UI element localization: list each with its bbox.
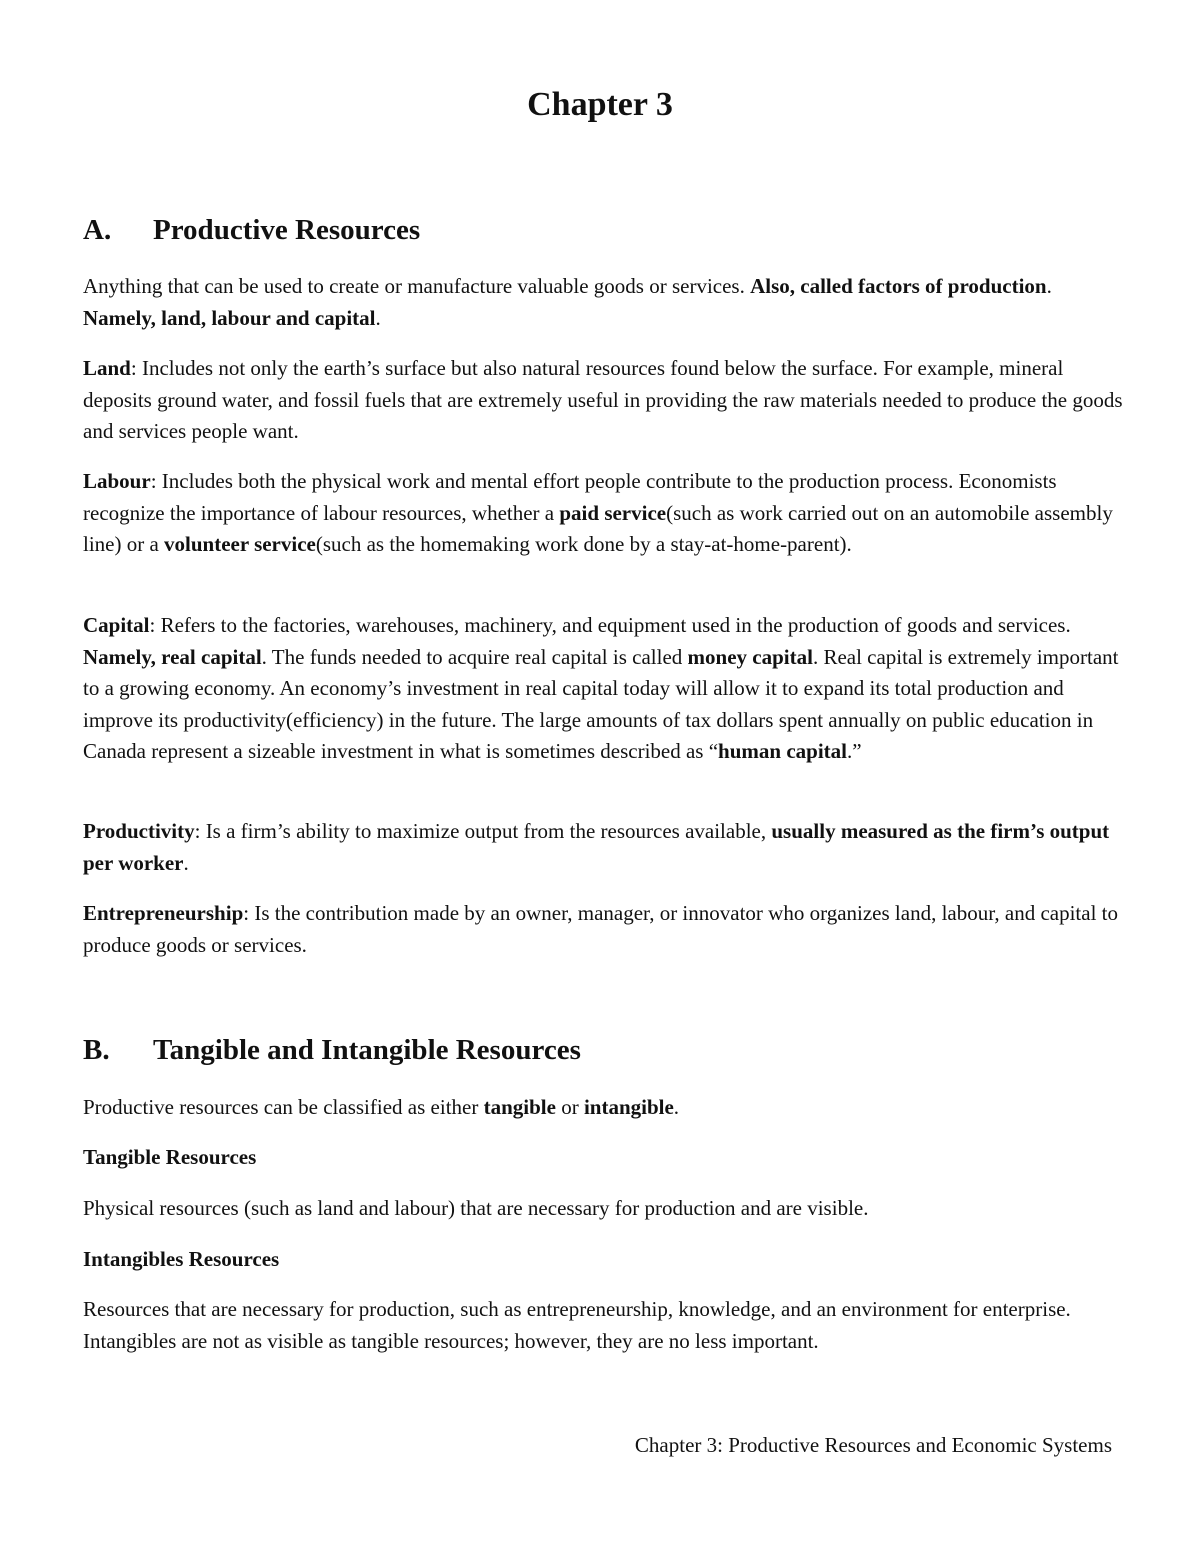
intro-text: .: [1046, 274, 1052, 298]
section-a-letter: A.: [83, 214, 112, 246]
labour-bold-volunteer: volunteer service: [164, 532, 316, 556]
chapter-title: Chapter 3: [527, 86, 673, 123]
land-definition: [83, 353, 1123, 448]
intro-text: .: [375, 305, 381, 330]
capital-text: .”: [847, 739, 862, 763]
section-b-title: Tangible and Intangible Resources: [153, 1034, 581, 1066]
capital-text: : Refers to the factories, warehouses, machinery, and equipment used in the production of goods and services.: [149, 613, 1071, 637]
labour-definition: [83, 466, 1123, 561]
intro-text: Anything that can be used to create or manufacture valuable goods or services.: [83, 274, 751, 298]
entrepreneurship-text: : Is the contribution made by an owner, manager, or innovator who organizes land, labour, and capital to produce goods or services.: [83, 901, 1119, 957]
land-text: : Includes not only the earth’s surface but also natural resources found below the surface. For example, mineral deposits ground water, and fossil fuels that are extremely useful in providing the raw materials needed to produce the goods and services people want.: [83, 356, 1123, 443]
intangible-resources-heading: Intangibles Resources: [83, 1247, 280, 1271]
tangible-resources-text: Physical resources (such as land and labour) that are necessary for production and are visible.: [83, 1196, 869, 1220]
intro-bold-intangible: intangible: [583, 1095, 674, 1119]
page-footer: Chapter 3: Productive Resources and Economic Systems: [634, 1433, 1112, 1457]
section-a-intro: [83, 271, 1123, 334]
labour-text: (such as work carried out on an automobile assembly line) or a: [83, 500, 1113, 556]
capital-bold-money: money capital: [687, 644, 813, 669]
intro-text: .: [673, 1095, 680, 1119]
intro-text: Productive resources can be classified as either: [83, 1095, 484, 1119]
productivity-text: .: [183, 850, 189, 875]
intro-bold-factors: Also, called factors of production: [750, 274, 1047, 298]
section-b-letter: B.: [83, 1034, 110, 1066]
intro-bold-tangible: tangible: [483, 1095, 556, 1119]
entrepreneurship-definition: [83, 898, 1123, 961]
intro-bold-namely: Namely, land, labour and capital: [83, 305, 376, 330]
labour-bold-paid: paid service: [559, 500, 667, 525]
capital-bold-real: Namely, real capital: [83, 644, 262, 669]
productivity-text: : Is a firm’s ability to maximize output from the resources available,: [194, 819, 772, 843]
capital-term: Capital: [83, 613, 150, 637]
section-a-title: Productive Resources: [153, 214, 421, 246]
intro-text: or: [555, 1095, 584, 1119]
land-term: Land: [83, 356, 131, 380]
labour-text: (such as the homemaking work done by a stay-at-home-parent).: [315, 532, 852, 556]
productivity-bold-measure: usually measured as the firm’s output per worker: [83, 819, 1110, 875]
section-b-heading: [83, 1030, 581, 1070]
section-a-heading: [83, 210, 420, 250]
productivity-term: Productivity: [83, 819, 195, 843]
labour-term: Labour: [83, 469, 151, 493]
labour-text: : Includes both the physical work and mental effort people contribute to the production process. Economists recognize the importance of labour resources, whether a: [83, 469, 1057, 525]
capital-text: . Real capital is extremely important to a growing economy. An economy’s investment in real capital today will allow it to expand its total production and improve its productivity(efficiency) in the future. The large amounts of tax dollars spent annually on public education in Canada represent a sizeable investment in what is sometimes described as “: [83, 644, 1119, 763]
tangible-resources-heading: Tangible Resources: [83, 1145, 257, 1169]
capital-bold-human: human capital: [718, 739, 847, 763]
section-b-intro: [83, 1092, 1123, 1124]
capital-text: . The funds needed to acquire real capital is called: [261, 644, 688, 669]
entrepreneurship-term: Entrepreneurship: [83, 901, 244, 925]
capital-definition: [83, 610, 1123, 768]
productivity-definition: [83, 816, 1123, 879]
intangible-resources-text: Resources that are necessary for production, such as entrepreneurship, knowledge, and an environment for enterprise. Intangibles are not as visible as tangible resources; however, they are no less important.: [83, 1297, 1071, 1353]
